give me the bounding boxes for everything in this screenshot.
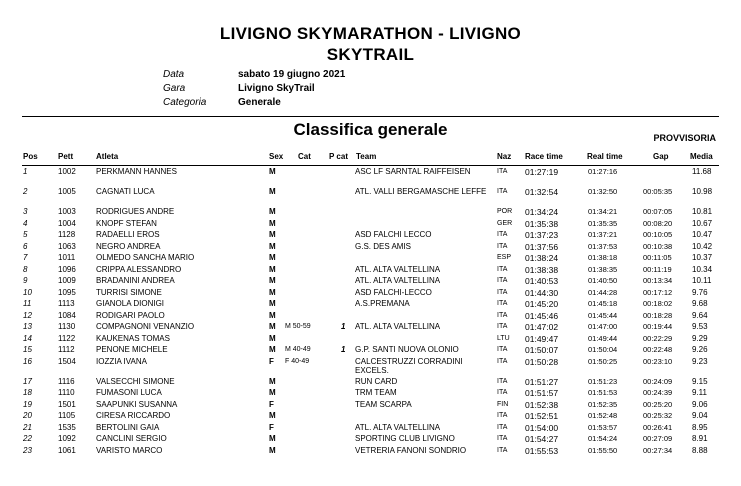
- cell-pos: 17: [23, 376, 32, 386]
- cell-pos: 14: [23, 333, 32, 343]
- cell-pett: 1095: [58, 287, 76, 297]
- cell-gap: 00:25:32: [643, 411, 673, 420]
- cell-sex: M: [269, 310, 276, 320]
- cell-team: ATL. ALTA VALTELLINA: [355, 422, 441, 432]
- cell-atleta: RADAELLI EROS: [96, 230, 160, 239]
- cell-sex: M: [269, 241, 276, 251]
- cell-gap: 00:24:09: [643, 376, 673, 386]
- cell-atleta: RODRIGUES ANDRE: [96, 207, 175, 216]
- cell-sex: F: [269, 356, 274, 366]
- cell-team: ATL. ALTA VALTELLINA: [355, 276, 441, 285]
- table-row: [0, 357, 741, 377]
- table-row: [0, 311, 741, 323]
- cell-atleta: FUMASONI LUCA: [96, 388, 162, 397]
- cell-gap: 00:10:38: [643, 241, 673, 251]
- cell-atleta: SAAPUNKI SUSANNA: [96, 399, 178, 409]
- cell-pett: 1092: [58, 434, 76, 443]
- cell-race-time: 01:37:56: [525, 241, 559, 252]
- cell-race-time: 01:38:24: [525, 253, 559, 263]
- cell-real-time: 01:52:48: [588, 411, 618, 420]
- cell-real-time: 01:34:21: [588, 207, 618, 216]
- cell-sex: M: [269, 207, 276, 216]
- table-row: [0, 299, 741, 311]
- cell-pett: 1084: [58, 310, 76, 320]
- cell-team: RUN CARD: [355, 376, 398, 386]
- cell-race-time: 01:40:53: [525, 276, 559, 286]
- table-row: [0, 334, 741, 346]
- table-row: [0, 167, 741, 187]
- table-row: [0, 187, 741, 207]
- cell-atleta: COMPAGNONI VENANZIO: [96, 322, 195, 331]
- cell-real-time: 01:38:35: [588, 264, 618, 274]
- cell-sex: M: [269, 287, 276, 297]
- cell-race-time: 01:50:28: [525, 356, 559, 367]
- cell-media: 9.23: [692, 356, 708, 366]
- col-header-pett: Pett: [58, 152, 74, 161]
- cell-race-time: 01:52:51: [525, 411, 559, 421]
- cell-team: ATL. ALTA VALTELLINA: [355, 264, 441, 274]
- cell-sex: M: [269, 253, 276, 262]
- cell-gap: 00:19:44: [643, 322, 673, 331]
- cell-gap: 00:27:34: [643, 445, 673, 455]
- cell-pett: 1116: [58, 376, 75, 386]
- col-header-team: Team: [356, 152, 377, 161]
- col-header-pcat: P cat: [329, 152, 348, 161]
- table-row: [0, 400, 741, 412]
- cell-atleta: KAUKENAS TOMAS: [96, 333, 170, 343]
- cell-pett: 1535: [58, 422, 76, 432]
- cell-sex: M: [269, 218, 276, 228]
- cell-race-time: 01:55:53: [525, 445, 559, 456]
- cell-sex: M: [269, 299, 276, 308]
- cell-gap: 00:27:09: [643, 434, 673, 443]
- cell-sex: M: [269, 264, 276, 274]
- event-meta: [163, 68, 345, 110]
- cell-pett: 1063: [58, 241, 76, 251]
- cell-atleta: BERTOLINI GAIA: [96, 422, 160, 432]
- table-row: [0, 253, 741, 265]
- cell-pett: 1128: [58, 230, 76, 239]
- cell-pos: 15: [23, 345, 32, 354]
- cell-media: 8.88: [692, 445, 708, 455]
- cell-real-time: 01:52:35: [588, 399, 618, 409]
- cell-pos: 21: [23, 422, 32, 432]
- cell-media: 9.11: [692, 388, 707, 397]
- cell-atleta: CANCLINI SERGIO: [96, 434, 167, 443]
- cell-team: ASD FALCHI LECCO: [355, 230, 432, 239]
- divider-top: [22, 116, 719, 117]
- cell-media: 8.95: [692, 422, 708, 432]
- cell-team: TEAM SCARPA: [355, 399, 412, 409]
- cell-naz: ITA: [497, 323, 508, 330]
- cell-atleta: NEGRO ANDREA: [96, 241, 161, 251]
- cell-media: 10.42: [692, 241, 713, 251]
- cell-pett: 1011: [58, 253, 76, 262]
- cell-media: 8.91: [692, 434, 708, 443]
- cell-media: 10.47: [692, 230, 713, 239]
- cell-pett: 1061: [58, 445, 76, 455]
- cell-race-time: 01:44:30: [525, 287, 559, 298]
- cell-sex: M: [269, 167, 276, 176]
- cell-naz: ITA: [497, 346, 508, 353]
- cell-team: G.S. DES AMIS: [355, 241, 412, 251]
- cell-real-time: 01:54:24: [588, 434, 618, 443]
- cell-pcat: 1: [341, 322, 346, 331]
- table-row: [0, 207, 741, 219]
- cell-real-time: 01:49:44: [588, 333, 618, 343]
- cell-cat: F 40-49: [285, 357, 310, 365]
- cell-pett: 1105: [58, 411, 76, 420]
- cell-gap: 00:08:20: [643, 218, 673, 228]
- cell-race-time: 01:52:38: [525, 399, 559, 410]
- cell-naz: ITA: [497, 265, 508, 273]
- cell-real-time: 01:40:50: [588, 276, 618, 285]
- cell-pett: 1501: [58, 399, 76, 409]
- cell-real-time: 01:47:00: [588, 322, 618, 331]
- cell-atleta: BRADANINI ANDREA: [96, 276, 175, 285]
- table-row: [0, 377, 741, 389]
- results-table: [0, 167, 741, 457]
- status-badge: PROVVISORIA: [653, 133, 716, 143]
- cell-pos: 16: [23, 356, 32, 366]
- table-row: [0, 411, 741, 423]
- meta-label: Gara: [163, 83, 186, 94]
- col-header-gap: Gap: [653, 152, 669, 161]
- cell-gap: 00:10:05: [643, 230, 673, 239]
- meta-value: Generale: [238, 97, 281, 108]
- cell-team: SPORTING CLUB LIVIGNO: [355, 434, 455, 443]
- cell-naz: ITA: [497, 423, 508, 431]
- cell-naz: GER: [497, 219, 513, 227]
- cell-sex: M: [269, 411, 276, 420]
- meta-row-category: [163, 96, 345, 110]
- cell-gap: 00:05:35: [643, 187, 673, 196]
- cell-sex: M: [269, 187, 276, 196]
- cell-sex: M: [269, 230, 276, 239]
- cell-pett: 1009: [58, 276, 76, 285]
- cell-team: ATL. VALLI BERGAMASCHE LEFFE: [355, 187, 487, 196]
- cell-pos: 13: [23, 322, 32, 331]
- cell-media: 10.11: [692, 276, 712, 285]
- cell-pos: 18: [23, 388, 32, 397]
- cell-race-time: 01:45:46: [525, 310, 559, 321]
- cell-media: 9.68: [692, 299, 708, 308]
- cell-atleta: RODIGARI PAOLO: [96, 310, 165, 320]
- cell-sex: M: [269, 434, 276, 443]
- table-row: [0, 276, 741, 288]
- cell-atleta: CAGNATI LUCA: [96, 187, 155, 196]
- meta-label: Categoria: [163, 97, 207, 108]
- cell-pos: 2: [23, 187, 28, 196]
- cell-real-time: 01:45:18: [588, 299, 618, 308]
- cell-race-time: 01:50:07: [525, 345, 559, 355]
- cell-team: A.S.PREMANA: [355, 299, 410, 308]
- cell-media: 9.76: [692, 287, 708, 297]
- cell-gap: 00:11:19: [643, 264, 672, 274]
- cell-pett: 1130: [58, 322, 76, 331]
- cell-gap: 00:26:41: [643, 422, 673, 432]
- cell-race-time: 01:54:27: [525, 434, 559, 444]
- cell-gap: 00:18:02: [643, 299, 673, 308]
- cell-naz: ITA: [497, 389, 508, 396]
- cell-pett: 1110: [58, 388, 75, 397]
- cell-race-time: 01:38:38: [525, 264, 559, 275]
- cell-race-time: 01:37:23: [525, 230, 559, 240]
- cell-team: VETRERIA FANONI SONDRIO: [355, 445, 467, 455]
- cell-naz: ITA: [497, 412, 508, 419]
- cell-naz: ITA: [497, 300, 508, 307]
- cell-pett: 1504: [58, 356, 76, 366]
- cell-real-time: 01:38:18: [588, 253, 618, 262]
- cell-team: CALCESTRUZZI CORRADINI EXCELS.: [355, 356, 463, 375]
- cell-naz: ITA: [497, 311, 508, 319]
- cell-pos: 11: [23, 299, 32, 308]
- cell-team: TRM TEAM: [355, 388, 397, 397]
- cell-media: 9.64: [692, 310, 708, 320]
- cell-atleta: CIRESA RICCARDO: [96, 411, 171, 420]
- cell-cat: M 40-49: [285, 346, 311, 353]
- cell-race-time: 01:32:54: [525, 187, 559, 197]
- cell-real-time: 01:51:53: [588, 388, 618, 397]
- table-row: [0, 345, 741, 357]
- cell-real-time: 01:51:23: [588, 376, 618, 386]
- cell-atleta: KNOPF STEFAN: [96, 218, 157, 228]
- cell-pos: 19: [23, 399, 32, 409]
- cell-real-time: 01:55:50: [588, 445, 618, 455]
- cell-sex: F: [269, 399, 274, 409]
- cell-atleta: OLMEDO SANCHA MARIO: [96, 253, 195, 262]
- cell-atleta: IOZZIA IVANA: [96, 356, 147, 366]
- cell-atleta: TURRISI SIMONE: [96, 287, 162, 297]
- cell-team: ASC LF SARNTAL RAIFFEISEN: [355, 167, 471, 176]
- cell-pos: 1: [23, 167, 28, 176]
- col-header-sex: Sex: [269, 152, 284, 161]
- cell-pett: 1003: [58, 207, 76, 216]
- cell-pett: 1122: [58, 333, 76, 343]
- cell-sex: M: [269, 276, 276, 285]
- table-row: [0, 288, 741, 300]
- cell-sex: M: [269, 322, 276, 331]
- cell-pcat: 1: [341, 345, 346, 354]
- cell-media: 9.26: [692, 345, 708, 354]
- cell-atleta: VALSECCHI SIMONE: [96, 376, 175, 386]
- col-header-real: Real time: [587, 152, 623, 161]
- cell-race-time: 01:27:19: [525, 167, 559, 177]
- cell-naz: ITA: [497, 446, 508, 454]
- cell-naz: ITA: [497, 357, 508, 365]
- cell-real-time: 01:35:35: [588, 218, 618, 228]
- section-title: Classifica generale: [293, 120, 448, 139]
- divider-header: [22, 165, 719, 166]
- meta-value: Livigno SkyTrail: [238, 83, 315, 94]
- table-row: [0, 265, 741, 277]
- cell-atleta: CRIPPA ALESSANDRO: [96, 264, 182, 274]
- cell-race-time: 01:49:47: [525, 333, 559, 344]
- cell-race-time: 01:35:38: [525, 218, 559, 229]
- cell-naz: ITA: [497, 231, 508, 238]
- table-row: [0, 423, 741, 435]
- col-header-naz: Naz: [497, 152, 512, 161]
- cell-atleta: GIANOLA DIONIGI: [96, 299, 165, 308]
- cell-race-time: 01:51:27: [525, 376, 559, 387]
- cell-pos: 20: [23, 411, 32, 420]
- cell-pos: 23: [23, 445, 32, 455]
- col-header-race: Race time: [525, 152, 563, 161]
- cell-real-time: 01:37:53: [588, 241, 618, 251]
- cell-race-time: 01:51:57: [525, 388, 559, 398]
- cell-pos: 9: [23, 276, 28, 285]
- cell-media: 10.98: [692, 187, 713, 196]
- table-row: [0, 242, 741, 254]
- cell-gap: 00:17:12: [643, 287, 673, 297]
- cell-media: 9.53: [692, 322, 708, 331]
- meta-value: sabato 19 giugno 2021: [238, 69, 346, 80]
- cell-naz: ITA: [497, 277, 508, 284]
- cell-gap: 00:11:05: [643, 253, 672, 262]
- cell-sex: M: [269, 333, 276, 343]
- cell-pos: 22: [23, 434, 32, 443]
- cell-media: 9.06: [692, 399, 708, 409]
- event-title-line1: LIVIGNO SKYMARATHON - LIVIGNO: [219, 24, 522, 43]
- cell-naz: ITA: [497, 435, 508, 442]
- cell-real-time: 01:37:21: [588, 230, 618, 239]
- cell-gap: 00:13:34: [643, 276, 673, 285]
- cell-team: ASD FALCHI-LECCO: [355, 287, 432, 297]
- cell-gap: 00:18:28: [643, 310, 673, 320]
- cell-media: 10.34: [692, 264, 713, 274]
- cell-naz: ITA: [497, 242, 508, 250]
- cell-atleta: PERKMANN HANNES: [96, 167, 177, 176]
- cell-media: 9.04: [692, 411, 708, 420]
- cell-pos: 10: [23, 287, 32, 297]
- cell-pos: 8: [23, 264, 28, 274]
- cell-gap: 00:22:29: [643, 333, 673, 343]
- cell-atleta: PENONE MICHELE: [96, 345, 168, 354]
- col-header-pos: Pos: [23, 152, 38, 161]
- cell-team: G.P. SANTI NUOVA OLONIO: [355, 345, 459, 354]
- cell-atleta: VARISTO MARCO: [96, 445, 163, 455]
- cell-naz: ITA: [497, 188, 508, 195]
- cell-cat: M 50-59: [285, 323, 311, 330]
- cell-naz: ITA: [497, 288, 508, 296]
- cell-real-time: 01:32:50: [588, 187, 618, 196]
- table-row: [0, 230, 741, 242]
- cell-pett: 1005: [58, 187, 76, 196]
- cell-naz: ITA: [497, 377, 508, 385]
- cell-gap: 00:07:05: [643, 207, 673, 216]
- cell-pos: 7: [23, 253, 28, 262]
- cell-real-time: 01:45:44: [588, 310, 618, 320]
- cell-pos: 12: [23, 310, 32, 320]
- cell-pos: 4: [23, 218, 28, 228]
- cell-media: 9.15: [692, 376, 708, 386]
- cell-pett: 1096: [58, 264, 76, 274]
- cell-real-time: 01:44:28: [588, 287, 618, 297]
- cell-naz: FIN: [497, 400, 509, 408]
- col-header-cat: Cat: [298, 152, 311, 161]
- cell-pett: 1002: [58, 167, 76, 176]
- cell-real-time: 01:27:16: [588, 167, 618, 176]
- cell-media: 10.37: [692, 253, 713, 262]
- cell-gap: 00:22:48: [643, 345, 673, 354]
- event-title-line2: SKYTRAIL: [326, 45, 415, 64]
- results-header: [0, 152, 741, 164]
- meta-row-race: [163, 82, 345, 96]
- col-header-media: Media: [690, 152, 713, 161]
- cell-pett: 1113: [58, 299, 75, 308]
- cell-gap: 00:25:20: [643, 399, 673, 409]
- cell-media: 10.81: [692, 207, 713, 216]
- cell-real-time: 01:53:57: [588, 422, 618, 432]
- cell-naz: ITA: [497, 168, 508, 175]
- cell-naz: ESP: [497, 254, 512, 261]
- cell-pett: 1112: [58, 345, 75, 354]
- cell-pos: 3: [23, 207, 28, 216]
- cell-sex: M: [269, 345, 276, 354]
- cell-pett: 1004: [58, 218, 76, 228]
- col-header-atleta: Atleta: [96, 152, 119, 161]
- cell-sex: F: [269, 422, 274, 432]
- cell-sex: M: [269, 376, 276, 386]
- cell-media: 10.67: [692, 218, 713, 228]
- meta-row-date: [163, 68, 345, 82]
- cell-pos: 6: [23, 241, 28, 251]
- cell-race-time: 01:54:00: [525, 422, 559, 433]
- cell-sex: M: [269, 445, 276, 455]
- meta-label: Data: [163, 69, 185, 80]
- table-row: [0, 322, 741, 334]
- cell-gap: 00:24:39: [643, 388, 673, 397]
- cell-naz: LTU: [497, 334, 510, 342]
- table-row: [0, 388, 741, 400]
- table-row: [0, 434, 741, 446]
- cell-race-time: 01:45:20: [525, 299, 559, 309]
- cell-gap: 00:23:10: [643, 356, 673, 366]
- table-row: [0, 446, 741, 458]
- cell-team: ATL. ALTA VALTELLINA: [355, 322, 441, 331]
- cell-media: 11.68: [692, 167, 712, 176]
- cell-naz: POR: [497, 208, 513, 215]
- cell-sex: M: [269, 388, 276, 397]
- cell-real-time: 01:50:25: [588, 356, 618, 366]
- cell-media: 9.29: [692, 333, 708, 343]
- cell-race-time: 01:34:24: [525, 207, 559, 217]
- table-row: [0, 219, 741, 231]
- cell-race-time: 01:47:02: [525, 322, 559, 332]
- cell-real-time: 01:50:04: [588, 345, 618, 354]
- cell-pos: 5: [23, 230, 28, 239]
